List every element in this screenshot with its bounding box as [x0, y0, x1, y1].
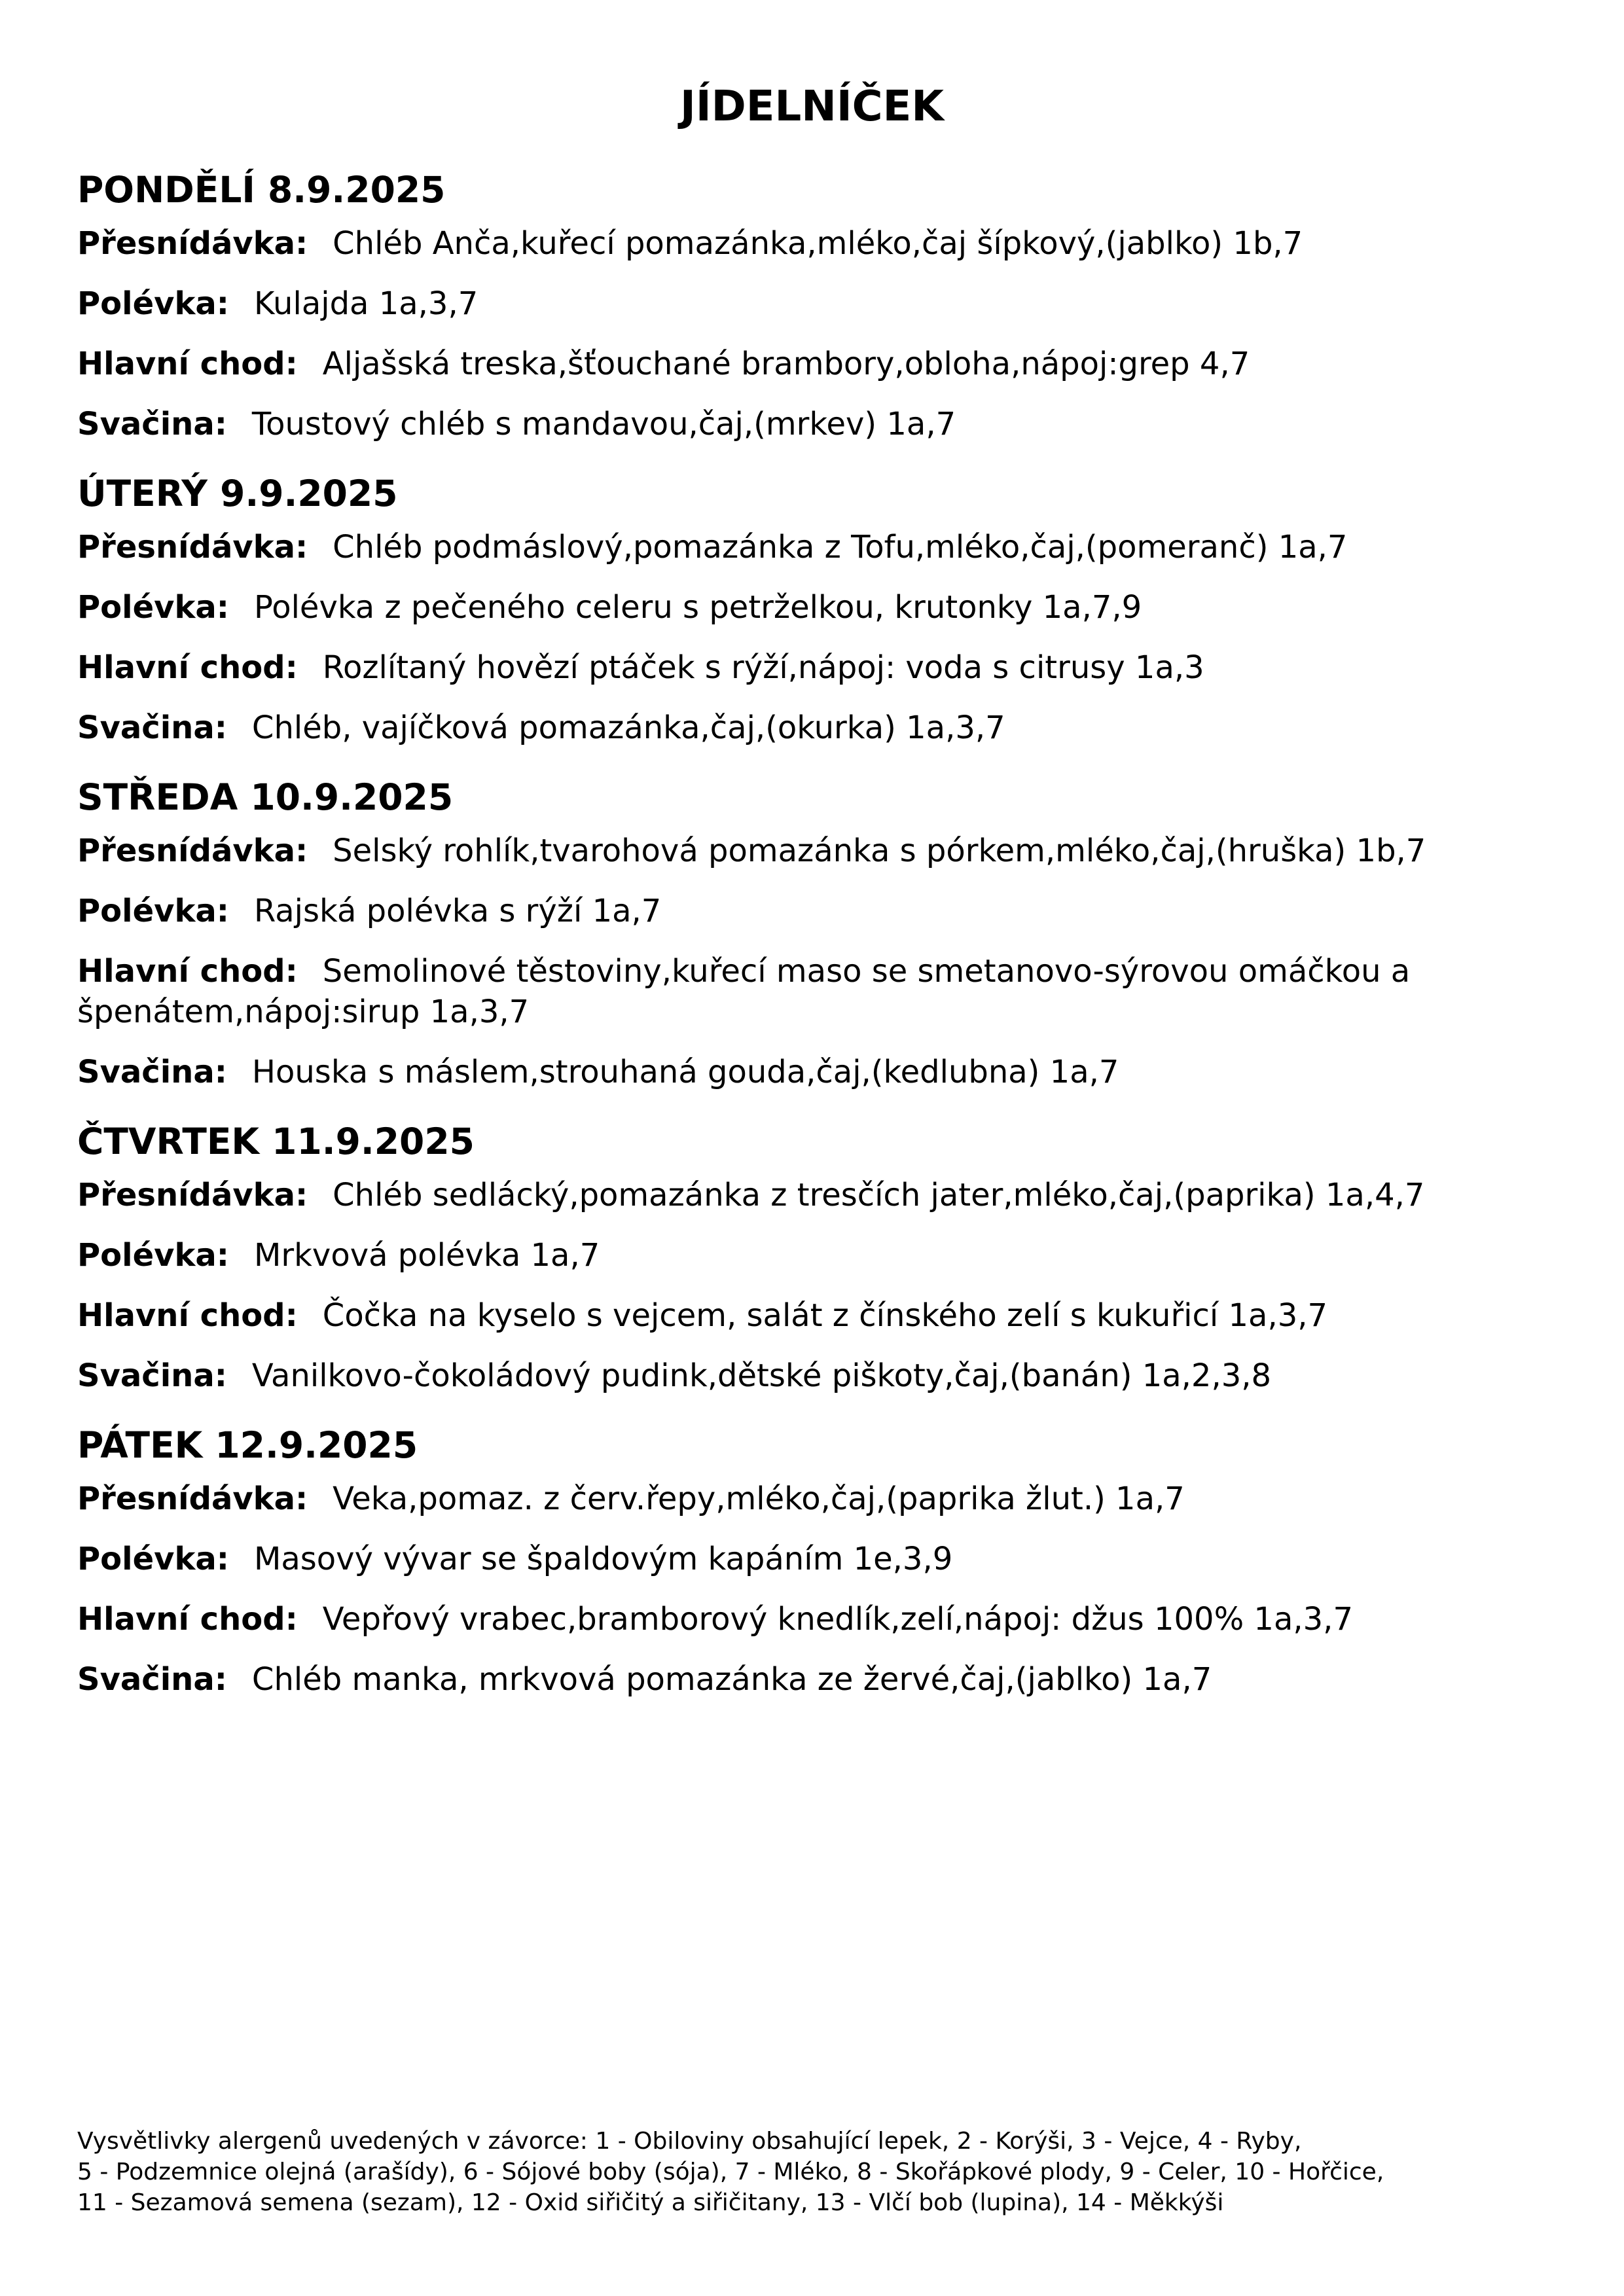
meal-label: Přesnídávka:	[77, 225, 308, 262]
meal-text: Chléb, vajíčková pomazánka,čaj,(okurka) 1a,3,7	[251, 709, 1005, 746]
meal-label: Polévka:	[77, 1541, 229, 1577]
allergen-legend	[77, 2126, 1557, 2218]
meal-label: Hlavní chod:	[77, 1601, 298, 1638]
meal-label: Přesnídávka:	[77, 833, 308, 869]
meal-label: Hlavní chod:	[77, 649, 298, 686]
meal-text: Čočka na kyselo s vejcem, salát z čínského zelí s kukuřicí 1a,3,7	[322, 1297, 1328, 1334]
meal-main-course	[77, 1295, 1550, 1336]
meal-text: Rozlítaný hovězí ptáček s rýží,nápoj: voda s citrusy 1a,3	[322, 649, 1204, 686]
meal-label: Svačina:	[77, 709, 227, 746]
meal-label: Polévka:	[77, 893, 229, 929]
meal-snack-morning	[77, 223, 1550, 264]
meal-label: Svačina:	[77, 1661, 227, 1698]
meal-snack-morning	[77, 831, 1550, 871]
day-heading: PÁTEK 12.9.2025	[77, 1424, 418, 1466]
meal-label: Svačina:	[77, 1357, 227, 1394]
meal-snack-afternoon	[77, 708, 1550, 748]
meal-text: Chléb Anča,kuřecí pomazánka,mléko,čaj šípkový,(jablko) 1b,7	[333, 225, 1303, 262]
meal-text: Veka,pomaz. z červ.řepy,mléko,čaj,(paprika žlut.) 1a,7	[333, 1480, 1185, 1517]
meal-text: Houska s máslem,strouhaná gouda,čaj,(kedlubna) 1a,7	[251, 1054, 1119, 1090]
meal-label: Svačina:	[77, 406, 227, 442]
day-heading: PONDĚLÍ 8.9.2025	[77, 169, 446, 211]
meal-main-course	[77, 647, 1550, 688]
meal-soup	[77, 587, 1550, 628]
meal-text: Chléb manka, mrkvová pomazánka ze žervé,čaj,(jablko) 1a,7	[251, 1661, 1212, 1698]
meal-snack-afternoon	[77, 1659, 1550, 1700]
days-list	[77, 160, 1550, 1719]
meal-label: Polévka:	[77, 589, 229, 626]
meal-label: Polévka:	[77, 1237, 229, 1274]
meal-text: Selský rohlík,tvarohová pomazánka s pórkem,mléko,čaj,(hruška) 1b,7	[333, 833, 1426, 869]
meal-label: Hlavní chod:	[77, 953, 298, 990]
day-monday	[77, 160, 1550, 444]
meal-label: Svačina:	[77, 1054, 227, 1090]
meal-snack-afternoon	[77, 404, 1550, 444]
meal-main-course	[77, 951, 1550, 1032]
day-wednesday	[77, 768, 1550, 1092]
meal-text: Toustový chléb s mandavou,čaj,(mrkev) 1a,7	[251, 406, 956, 442]
legend-line: Vysvětlivky alergenů uvedených v závorce: 1 - Obiloviny obsahující lepek, 2 - Korýši, 3 - Vejce, 4 - Ryby,	[77, 2128, 1302, 2155]
meal-label: Hlavní chod:	[77, 346, 298, 382]
meal-text: Rajská polévka s rýží 1a,7	[253, 893, 662, 929]
meal-text: Masový vývar se špaldovým kapáním 1e,3,9	[253, 1541, 953, 1577]
meal-snack-afternoon	[77, 1052, 1550, 1092]
meal-soup	[77, 283, 1550, 324]
meal-snack-morning	[77, 1175, 1550, 1215]
meal-text: Mrkvová polévka 1a,7	[253, 1237, 600, 1274]
meal-snack-afternoon	[77, 1355, 1550, 1396]
day-heading: STŘEDA 10.9.2025	[77, 776, 454, 818]
meal-soup	[77, 1539, 1550, 1579]
meal-text: Polévka z pečeného celeru s petrželkou, krutonky 1a,7,9	[253, 589, 1142, 626]
day-tuesday	[77, 464, 1550, 748]
meal-label: Hlavní chod:	[77, 1297, 298, 1334]
day-thursday	[77, 1112, 1550, 1396]
meal-label: Přesnídávka:	[77, 529, 308, 565]
legend-line: 5 - Podzemnice olejná (arašídy), 6 - Sójové boby (sója), 7 - Mléko, 8 - Skořápkové plody, 9 - Celer, 10 - Hořčice,	[77, 2159, 1384, 2185]
meal-text: Aljašská treska,šťouchané brambory,obloha,nápoj:grep 4,7	[322, 346, 1250, 382]
meal-main-course	[77, 344, 1550, 384]
meal-text: Vanilkovo-čokoládový pudink,dětské piškoty,čaj,(banán) 1a,2,3,8	[251, 1357, 1272, 1394]
meal-soup	[77, 1235, 1550, 1276]
meal-snack-morning	[77, 1479, 1550, 1519]
meal-label: Přesnídávka:	[77, 1480, 308, 1517]
day-friday	[77, 1416, 1550, 1700]
meal-text: Kulajda 1a,3,7	[253, 285, 478, 322]
meal-snack-morning	[77, 527, 1550, 567]
meal-label: Polévka:	[77, 285, 229, 322]
day-heading: ÚTERÝ 9.9.2025	[77, 473, 398, 514]
meal-text: Chléb sedlácký,pomazánka z tresčích jater,mléko,čaj,(paprika) 1a,4,7	[333, 1177, 1425, 1213]
meal-main-course	[77, 1599, 1550, 1640]
meal-text: Vepřový vrabec,bramborový knedlík,zelí,nápoj: džus 100% 1a,3,7	[322, 1601, 1353, 1638]
meal-text: Semolinové těstoviny,kuřecí maso se smetanovo-sýrovou omáčkou a špenátem,nápoj:sirup 1a,3,7	[77, 953, 1411, 1030]
meal-label: Přesnídávka:	[77, 1177, 308, 1213]
meal-soup	[77, 891, 1550, 931]
legend-line: 11 - Sezamová semena (sezam), 12 - Oxid siřičitý a siřičitany, 13 - Vlčí bob (lupina), 14 - Měkkýši	[77, 2189, 1224, 2216]
meal-text: Chléb podmáslový,pomazánka z Tofu,mléko,čaj,(pomeranč) 1a,7	[333, 529, 1348, 565]
page-title: JÍDELNÍČEK	[680, 82, 944, 131]
day-heading: ČTVRTEK 11.9.2025	[77, 1121, 475, 1162]
